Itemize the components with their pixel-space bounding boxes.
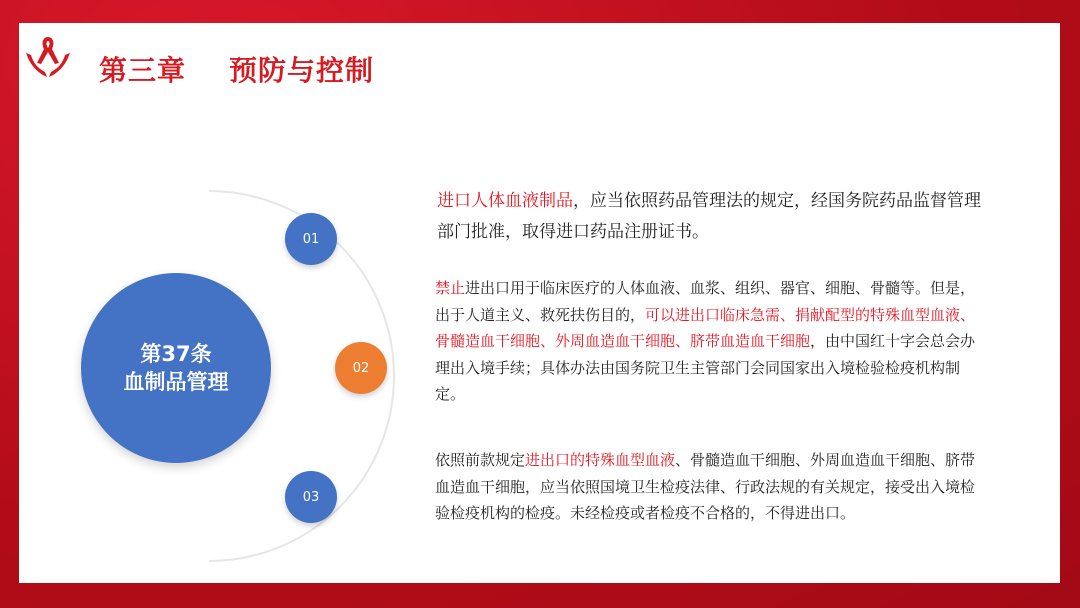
paragraph-prohibition <box>435 275 980 408</box>
article-topic: 血制品管理 <box>123 370 229 394</box>
body-text: 进出口用于临床医疗的人体血液、血浆、组织、器官、细胞、骨髓等。但是，出于人道主义、救死扶伤目的， <box>435 279 976 324</box>
body-text: 、骨髓造血干细胞、外周血造血干细胞、脐带血造血干细胞，应当依照国境卫生检疫法律、行政法规的有关规定，接受出入境检验检疫机构的检疫。未经检疫或者检疫不合格的，不得进出口。 <box>435 451 976 522</box>
highlight-text: 进口人体血液制品 <box>437 191 573 211</box>
body-text: ，应当依照药品管理法的规定，经国务院药品监督管理部门批准，取得进口药品注册证书。 <box>437 191 981 242</box>
article-number: 第37条 <box>140 342 212 366</box>
step-node-03: 03 <box>285 471 337 523</box>
highlight-text: 进出口的特殊血型血液 <box>525 451 676 469</box>
page-title: 第三章 预防与控制 <box>99 54 374 87</box>
body-text: 依照前款规定 <box>435 451 526 469</box>
step-node-02: 02 <box>335 342 387 394</box>
article-circle <box>81 273 271 463</box>
paragraph-quarantine <box>435 447 980 527</box>
highlight-text: 可以进出口临床急需、捐献配型的特殊血型血液、骨髓造血干细胞、外周血造血干细胞、脐带血造血干细胞 <box>435 305 976 350</box>
highlight-text: 禁止 <box>435 279 466 297</box>
paragraph-import <box>437 186 997 248</box>
step-node-01: 01 <box>285 213 337 265</box>
body-text: ，由中国红十字会总会办理出入境手续；具体办法由国务院卫生主管部门会同国家出入境检验检疫机构制定。 <box>435 332 976 403</box>
slide-canvas <box>19 23 1060 583</box>
